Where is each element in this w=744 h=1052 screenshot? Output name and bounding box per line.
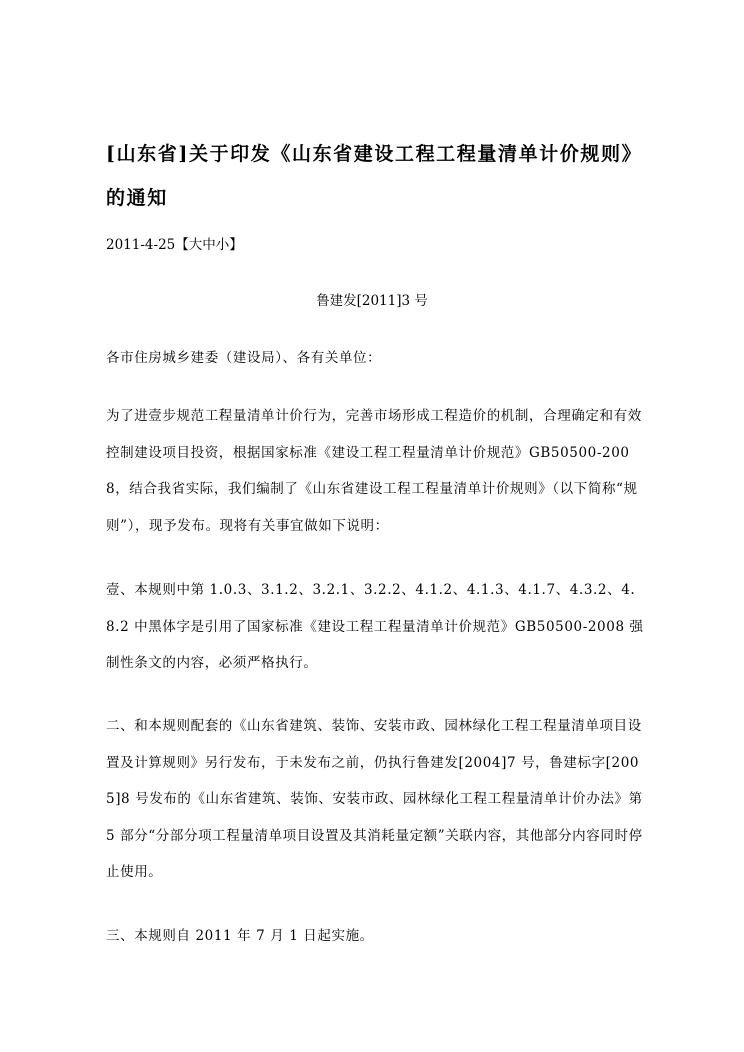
font-size-selector[interactable]: 【大中小】 (175, 237, 243, 253)
item-paragraph-3: 三、本规则自 2011 年 7 月 1 日起实施。 (106, 928, 374, 944)
publish-date: 2011-4-25 (106, 237, 176, 253)
item-paragraph-2: 二、和本规则配套的《山东省建筑、装饰、安装市政、园林绿化工程工程量清单项目设置及计算规则》另行发布，于未发布之前，仍执行鲁建发[2004]7 号，鲁建标字[2005]8 号发布的《山东省建筑、装饰、安装市政、园林绿化工程工程量清单计价办法》第 5 部分“分部分项工程量清单项目设置及其消耗量定额”关联内容，其他部分内容同时停止使用。 (106, 718, 643, 880)
intro-paragraph: 为了进壹步规范工程量清单计价行为，完善市场形成工程造价的机制，合理确定和有效控制建设项目投资，根据国家标准《建设工程工程量清单计价规范》GB50500-2008，结合我省实际，我们编制了《山东省建设工程工程量清单计价规则》（以下简称“规则”），现予发布。现将有关事宜做如下说明： (106, 408, 642, 534)
recipient-line: 各市住房城乡建委（建设局）、各有关单位： (106, 350, 382, 366)
date-line (106, 234, 243, 256)
document-number: 鲁建发[2011]3 号 (316, 293, 428, 309)
item-paragraph-1: 壹、本规则中第 1.0.3、3.1.2、3.2.1、3.2.2、4.1.2、4.1.3、4.1.7、4.3.2、4.8.2 中黑体字是引用了国家标准《建设工程工程量清单计价规范》GB50500-2008 强制性条文的内容，必须严格执行。 (106, 582, 644, 671)
document-title: [山东省]关于印发《山东省建设工程工程量清单计价规则》的通知 (106, 143, 643, 209)
